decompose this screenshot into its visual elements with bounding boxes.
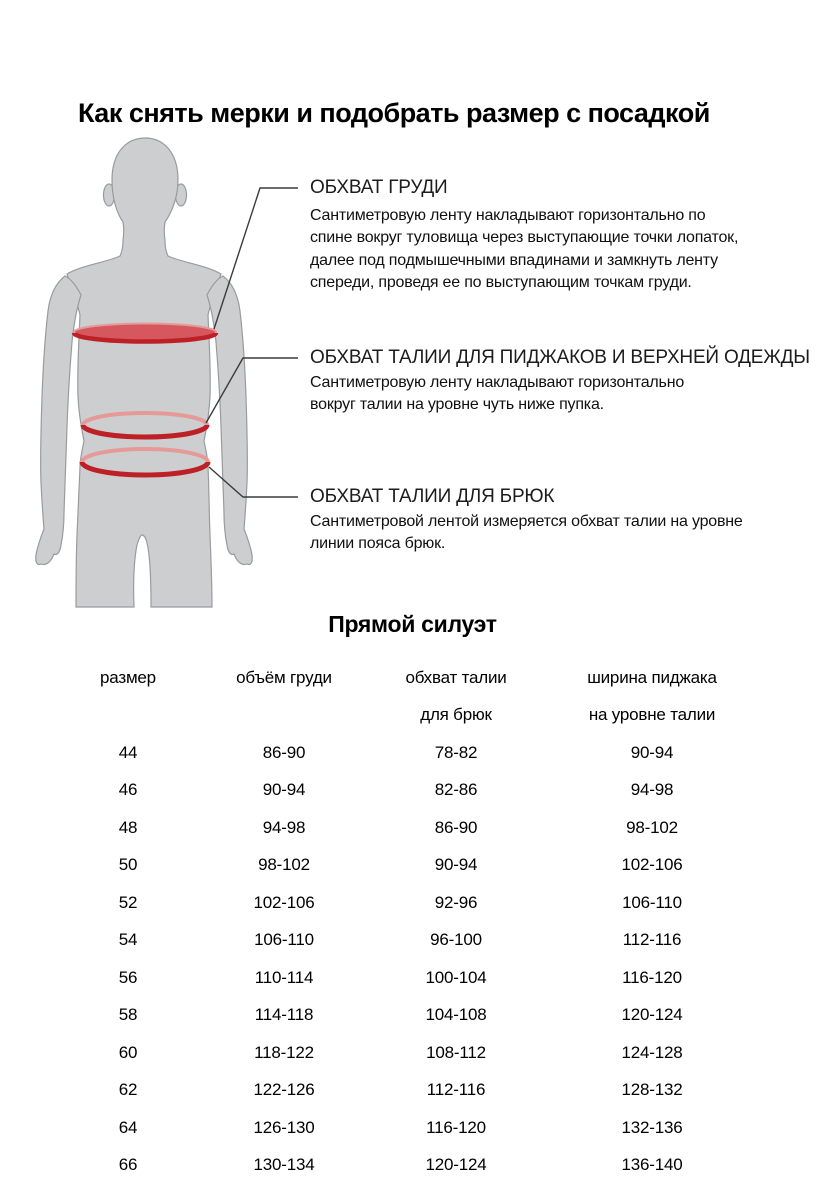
measurement-block-chest xyxy=(310,177,815,295)
table-cell: 104-108 xyxy=(425,1005,487,1025)
table-cell: 54 xyxy=(118,930,138,950)
column-header-waist-line2: для брюк xyxy=(420,705,492,725)
measurement-description: Сантиметровую ленту накладывают горизонтально по спине вокруг туловища через выступающие точки лопаток, далее под подмышечными впадинами и замкнуть ленту спереди, проведя ее по выступающим точкам груди. xyxy=(310,207,739,292)
table-cell: 124-128 xyxy=(621,1042,683,1062)
table-cell: 100-104 xyxy=(425,967,487,987)
table-cell: 90-94 xyxy=(262,780,306,800)
table-cell: 90-94 xyxy=(434,855,478,875)
table-cell: 118-122 xyxy=(254,1042,314,1062)
table-cell: 122-126 xyxy=(253,1080,315,1100)
table-cell: 94-98 xyxy=(262,817,306,837)
measurement-label: ОБХВАТ ТАЛИИ ДЛЯ ПИДЖАКОВ И ВЕРХНЕЙ ОДЕЖДЫ xyxy=(310,347,810,368)
table-cell: 136-140 xyxy=(621,1155,683,1175)
table-cell: 58 xyxy=(118,1005,138,1025)
column-header-waist: обхват талии xyxy=(405,667,507,687)
right-arm-silhouette xyxy=(207,276,252,565)
table-cell: 64 xyxy=(118,1117,138,1137)
table-cell: 44 xyxy=(118,742,138,762)
table-cell: 82-86 xyxy=(434,780,478,800)
table-cell: 86-90 xyxy=(262,742,306,762)
measurement-label: ОБХВАТ ТАЛИИ ДЛЯ БРЮК xyxy=(310,486,555,507)
measurement-description: Сантиметровой лентой измеряется обхват талии на уровне линии пояса брюк. xyxy=(310,513,743,553)
column-header-size: размер xyxy=(100,667,156,687)
measurement-label: ОБХВАТ ГРУДИ xyxy=(310,177,448,198)
table-cell: 90-94 xyxy=(630,742,674,762)
table-cell: 106-110 xyxy=(254,930,314,950)
table-cell: 66 xyxy=(118,1155,138,1175)
size-table xyxy=(60,659,764,1184)
table-cell: 102-106 xyxy=(621,855,683,875)
table-cell: 114-118 xyxy=(254,1005,314,1025)
column-header-jacket-width: ширина пиджака xyxy=(587,667,717,687)
table-cell: 102-106 xyxy=(253,892,315,912)
table-cell: 132-136 xyxy=(621,1117,683,1137)
torso-silhouette xyxy=(67,138,221,607)
table-cell: 98-102 xyxy=(258,855,310,875)
table-cell: 108-112 xyxy=(426,1042,486,1062)
page-title: Как снять мерки и подобрать размер с посадкой xyxy=(78,98,710,129)
measurement-block-jacket-waist xyxy=(310,347,815,417)
table-cell: 46 xyxy=(118,780,138,800)
table-cell: 86-90 xyxy=(434,817,478,837)
table-cell: 56 xyxy=(118,967,138,987)
chest-measure-ellipse xyxy=(74,324,216,342)
table-cell: 120-124 xyxy=(425,1155,487,1175)
table-cell: 126-130 xyxy=(253,1117,315,1137)
measurement-description: Сантиметровую ленту накладывают горизонтально вокруг талии на уровне чуть ниже пупка. xyxy=(310,374,685,414)
table-cell: 112-116 xyxy=(426,1080,486,1100)
table-cell: 120-124 xyxy=(621,1005,683,1025)
table-cell: 50 xyxy=(118,855,138,875)
left-arm-silhouette xyxy=(36,276,81,565)
table-cell: 130-134 xyxy=(253,1155,315,1175)
table-cell: 106-110 xyxy=(622,892,682,912)
table-cell: 116-120 xyxy=(426,1117,486,1137)
table-cell: 116-120 xyxy=(622,967,682,987)
table-cell: 112-116 xyxy=(622,930,682,950)
column-header-chest: объём груди xyxy=(236,667,332,687)
table-cell: 98-102 xyxy=(626,817,678,837)
body-silhouette-figure xyxy=(20,135,320,610)
measurement-block-trouser-waist xyxy=(310,486,815,556)
size-table-heading: Прямой силуэт xyxy=(328,611,497,637)
table-cell: 78-82 xyxy=(434,742,478,762)
table-cell: 94-98 xyxy=(630,780,674,800)
table-cell: 128-132 xyxy=(621,1080,683,1100)
table-cell: 48 xyxy=(118,817,138,837)
table-cell: 96-100 xyxy=(430,930,482,950)
column-header-jacket-width-line2: на уровне талии xyxy=(588,705,716,725)
table-cell: 52 xyxy=(118,892,138,912)
body-silhouette-svg xyxy=(20,135,320,610)
table-cell: 110-114 xyxy=(254,967,314,987)
table-cell: 62 xyxy=(118,1080,138,1100)
table-cell: 92-96 xyxy=(434,892,478,912)
table-cell: 60 xyxy=(118,1042,138,1062)
